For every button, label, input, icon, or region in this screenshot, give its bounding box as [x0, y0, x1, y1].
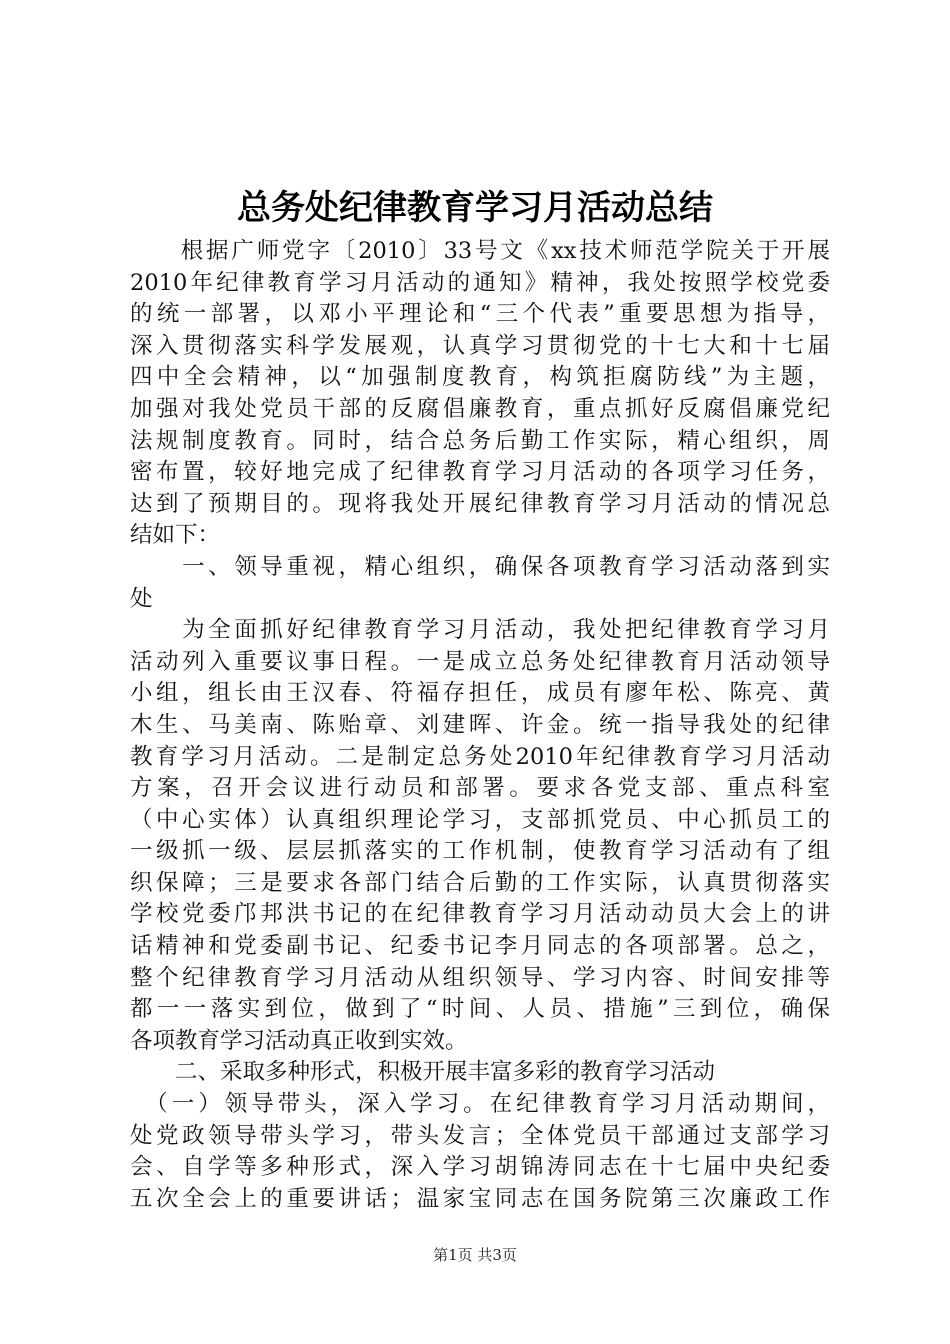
body-line: 处	[130, 585, 153, 612]
body-line: 处党政领导带头学习，带头发言；全体党员干部通过支部学习	[130, 1122, 830, 1149]
body-line: （一）领导带头，深入学习。在纪律教育学习月活动期间，	[130, 1091, 830, 1118]
body-line: 整个纪律教育学习月活动从组织领导、学习内容、时间安排等	[130, 964, 830, 991]
body-line: 二、采取多种形式，积极开展丰富多彩的教育学习活动	[130, 1059, 716, 1086]
body-line: 一级抓一级、层层抓落实的工作机制，使教育学习活动有了组	[130, 838, 830, 865]
body-line: 密布置，较好地完成了纪律教育学习月活动的各项学习任务，	[130, 459, 830, 486]
body-line: 达到了预期目的。现将我处开展纪律教育学习月活动的情况总	[130, 490, 830, 517]
body-line: 加强对我处党员干部的反腐倡廉教育，重点抓好反腐倡廉党纪	[130, 395, 830, 422]
body-line: 活动列入重要议事日程。一是成立总务处纪律教育月活动领导	[130, 648, 830, 675]
body-line: 的统一部署，以邓小平理论和“三个代表”重要思想为指导，	[130, 301, 830, 328]
body-line: 四中全会精神，以“加强制度教育，构筑拒腐防线”为主题，	[130, 364, 830, 391]
body-line: （中心实体）认真组织理论学习，支部抓党员、中心抓员工的	[130, 806, 830, 833]
body-line: 会、自学等多种形式，深入学习胡锦涛同志在十七届中央纪委	[130, 1154, 830, 1181]
body-line: 五次全会上的重要讲话；温家宝同志在国务院第三次廉政工作	[130, 1185, 830, 1212]
body-line: 织保障；三是要求各部门结合后勤的工作实际，认真贯彻落实	[130, 869, 830, 896]
body-line: 根据广师党字〔2010〕33号文《xx技术师范学院关于开展	[130, 238, 830, 264]
body-line: 学校党委邝邦洪书记的在纪律教育学习月活动动员大会上的讲	[130, 901, 830, 928]
body-line: 木生、马美南、陈贻章、刘建晖、许金。统一指导我处的纪律	[130, 711, 830, 738]
document-title: 总务处纪律教育学习月活动总结	[237, 188, 713, 228]
body-line: 方案，召开会议进行动员和部署。要求各党支部、重点科室	[130, 775, 830, 802]
body-line: 话精神和党委副书记、纪委书记李月同志的各项部署。总之，	[130, 933, 830, 960]
body-line: 2010年纪律教育学习月活动的通知》精神，我处按照学校党委	[130, 269, 830, 296]
body-line: 都一一落实到位，做到了“时间、人员、措施”三到位，确保	[130, 996, 830, 1023]
body-line: 为全面抓好纪律教育学习月活动，我处把纪律教育学习月	[130, 617, 830, 644]
body-line: 一、领导重视，精心组织，确保各项教育学习活动落到实	[130, 553, 830, 580]
body-line: 结如下：	[130, 522, 221, 549]
body-line: 教育学习月活动。二是制定总务处2010年纪律教育学习月活动	[130, 743, 830, 770]
body-line: 小组，组长由王汉春、符福存担任，成员有廖年松、陈亮、黄	[130, 680, 830, 707]
body-line: 深入贯彻落实科学发展观，认真学习贯彻党的十七大和十七届	[130, 332, 830, 359]
page-footer: 第1页 共3页	[433, 1246, 517, 1264]
body-line: 各项教育学习活动真正收到实效。	[130, 1027, 468, 1054]
body-line: 法规制度教育。同时，结合总务后勤工作实际，精心组织，周	[130, 427, 830, 454]
document-body	[130, 236, 830, 1215]
